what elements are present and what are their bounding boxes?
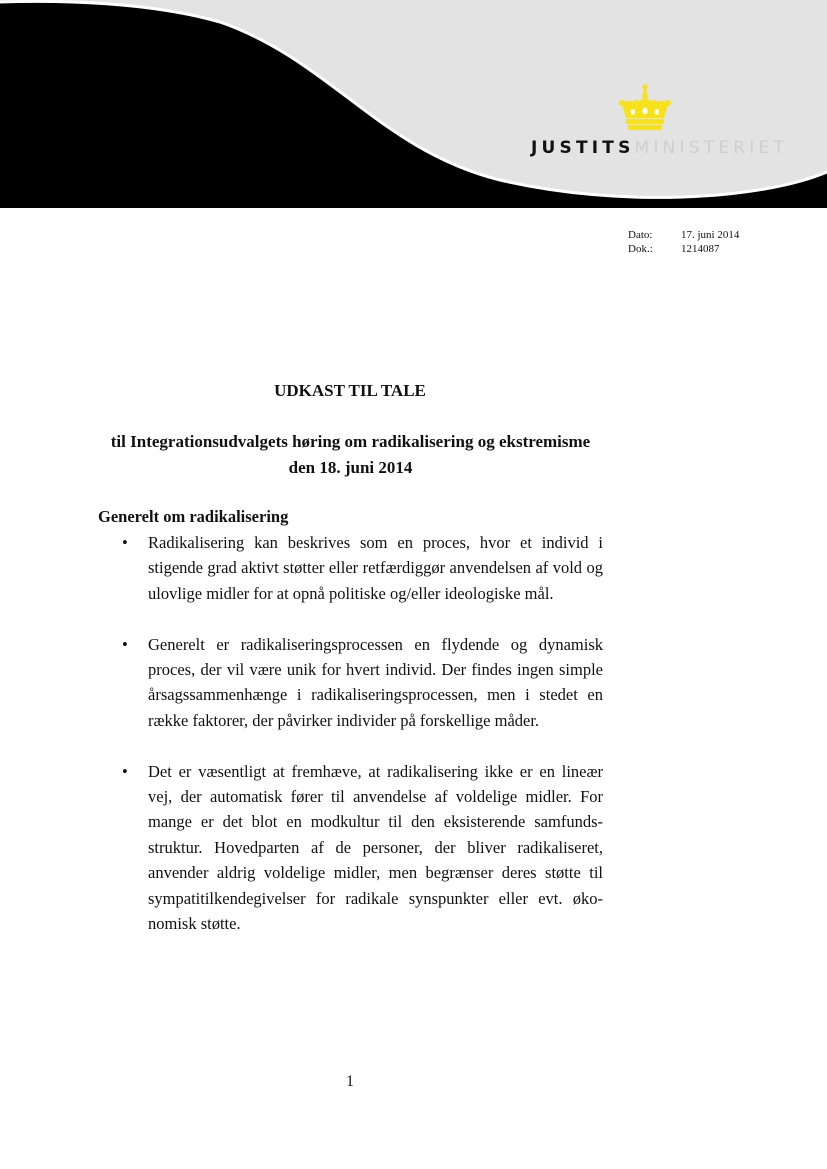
document-title: UDKAST TIL TALE (274, 381, 426, 400)
ministry-logo (527, 84, 789, 164)
document-meta (628, 228, 739, 256)
crown-icon (618, 84, 672, 132)
page-number: 1 (346, 1073, 354, 1090)
list-item (98, 530, 603, 606)
wordmark-ministeriet: MINISTERIET (634, 138, 789, 158)
bullet-text: Det er væsentligt at fremhæve, at radikalisering ikke er en lineær vej, der automatisk fører til anvendelse af voldelige midler. For mange er det blot en modkultur til den eksisterende samfunds-struktur. Hovedparten af de personer, der bliver radikaliseret, anvender aldrig voldelige midler, men begrænser deres støtte til sympatitilkendegivelser for radikale synspunkter eller evt. øko-nomisk støtte. (148, 761, 603, 934)
doc-label: Dok.: (628, 243, 653, 255)
letterhead (0, 0, 827, 208)
bullet-list (98, 530, 603, 962)
date-label: Dato: (628, 229, 653, 241)
ministry-wordmark (531, 137, 788, 159)
subtitle-line-2: den 18. juni 2014 (288, 458, 413, 477)
document-subtitle (98, 429, 603, 481)
bullet-text: Radikalisering kan beskrives som en proces, hvor et individ i stigende grad aktivt støtter eller retfærdiggør anvendelsen af vold og ulovlige midler for at opnå politiske og/eller ideologiske mål. (148, 533, 603, 603)
bullet-text: Generelt er radikaliseringsprocessen en flydende og dynamisk proces, der vil være unik for hvert individ. Der findes ingen simple årsagssammenhænge i radikaliseringsprocessen, men i stedet en række faktorer, der påvirker individer på forskellige måder. (148, 634, 603, 730)
list-item (98, 632, 603, 734)
list-item (98, 759, 603, 937)
subtitle-line-1: til Integrationsudvalgets høring om radikalisering og ekstremisme (110, 432, 591, 451)
doc-value: 1214087 (681, 243, 720, 255)
meta-date-row (628, 228, 739, 242)
meta-doc-row (628, 242, 739, 256)
date-value: 17. juni 2014 (681, 229, 740, 241)
wordmark-justits: JUSTITS (531, 138, 635, 158)
bullet-icon: • (122, 533, 128, 552)
section-heading: Generelt om radikalisering (98, 507, 289, 526)
bullet-icon: • (122, 634, 128, 654)
bullet-icon: • (122, 761, 128, 781)
